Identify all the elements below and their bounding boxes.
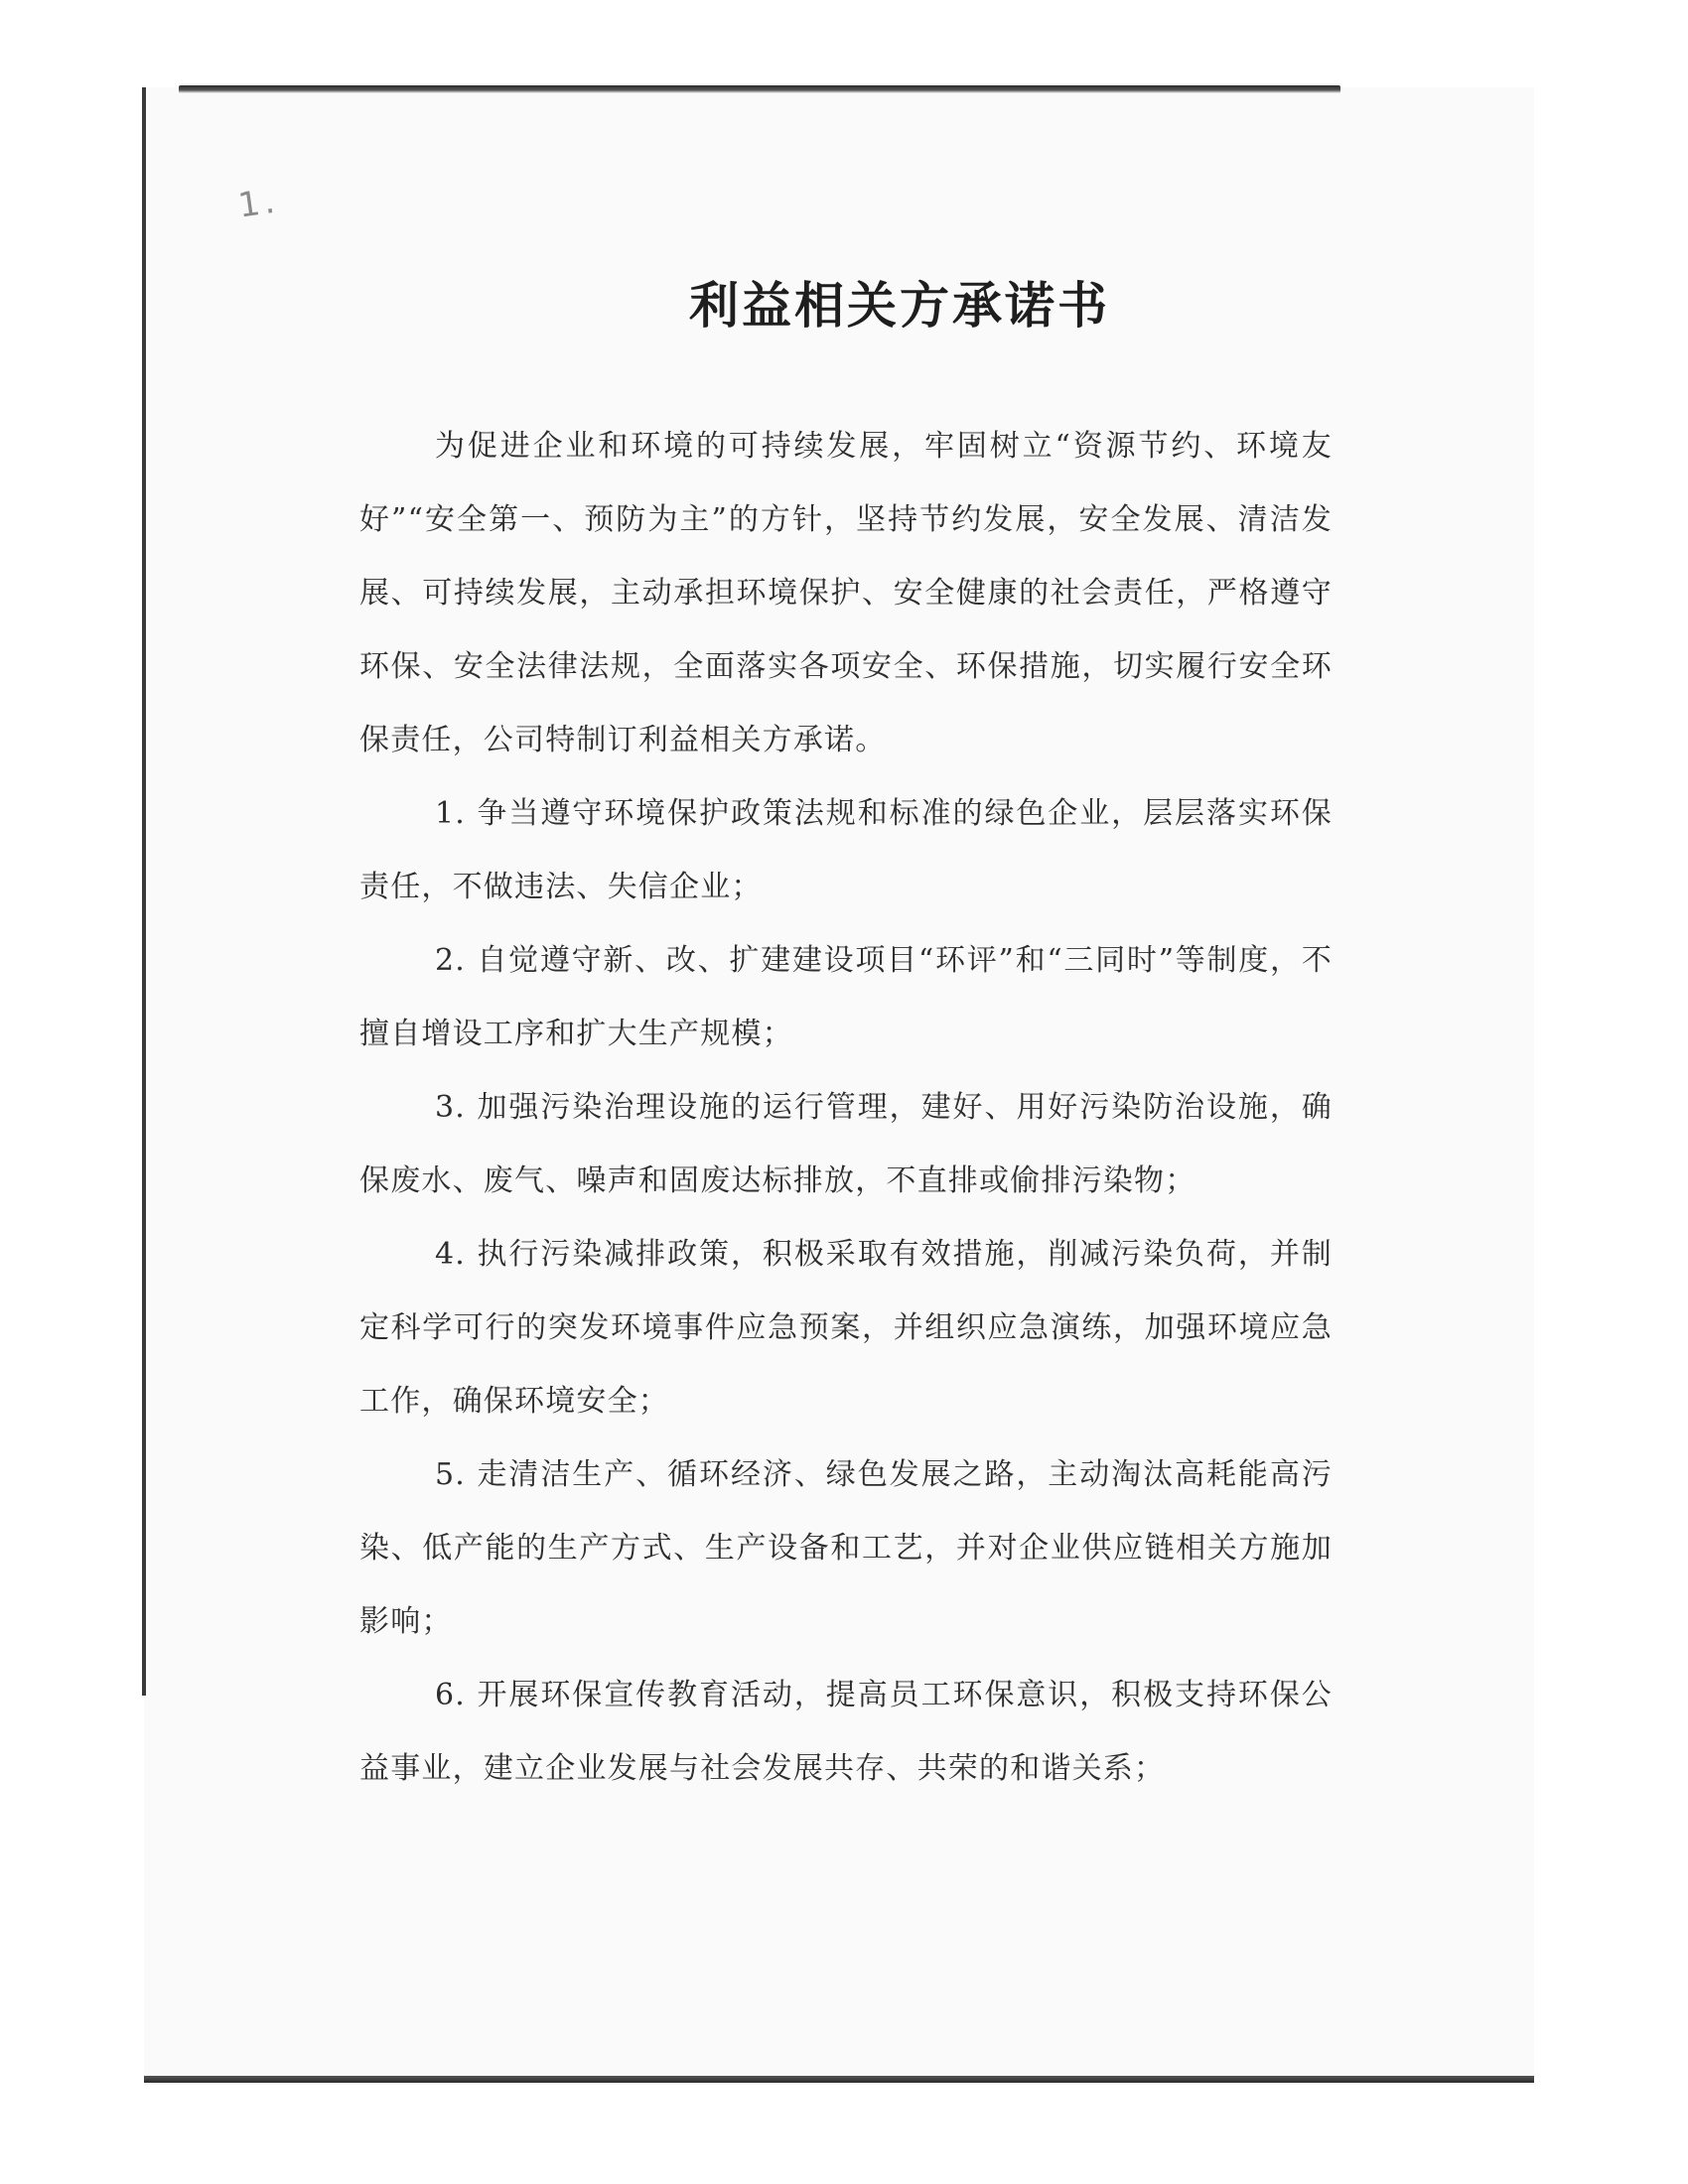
commitment-item-2: 2. 自觉遵守新、改、扩建建设项目“环评”和“三同时”等制度，不擅自增设工序和扩大生产规模； <box>359 943 1333 1051</box>
commitment-item-6: 6. 开展环保宣传教育活动，提高员工环保意识，积极支持环保公益事业，建立企业发展与社会发展共存、共荣的和谐关系； <box>359 1678 1333 1786</box>
handwritten-page-number: 1. <box>235 181 282 226</box>
commitment-item-1: 1. 争当遵守环境保护政策法规和标准的绿色企业，层层落实环保责任，不做违法、失信企业； <box>359 796 1333 904</box>
page-edge-top <box>179 85 1340 93</box>
page-edge-bottom <box>144 2076 1534 2083</box>
commitment-item-3: 3. 加强污染治理设施的运行管理，建好、用好污染防治设施，确保废水、废气、噪声和固废达标排放，不直排或偷排污染物； <box>359 1090 1333 1198</box>
commitment-item-4: 4. 执行污染减排政策，积极采取有效措施，削减污染负荷，并制定科学可行的突发环境事件应急预案，并组织应急演练，加强环境应急工作，确保环境安全； <box>359 1237 1333 1419</box>
intro-paragraph: 为促进企业和环境的可持续发展，牢固树立“资源节约、环境友好”“安全第一、预防为主”的方针，坚持节约发展，安全发展、清洁发展、可持续发展，主动承担环境保护、安全健康的社会责任，严格遵守环保、安全法律法规，全面落实各项安全、环保措施，切实履行安全环保责任，公司特制订利益相关方承诺。 <box>359 429 1333 757</box>
commitment-item-5: 5. 走清洁生产、循环经济、绿色发展之路，主动淘汰高耗能高污染、低产能的生产方式、生产设备和工艺，并对企业供应链相关方施加影响； <box>359 1457 1333 1639</box>
document-title: 利益相关方承诺书 <box>689 277 1110 335</box>
document-body <box>359 410 1333 1806</box>
